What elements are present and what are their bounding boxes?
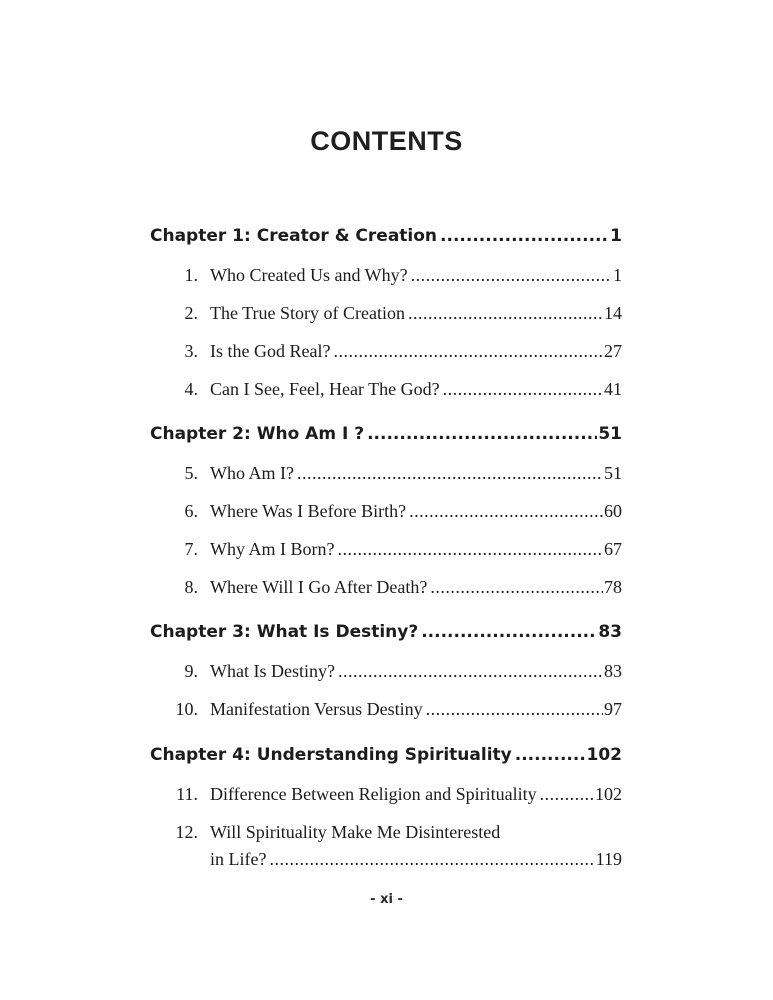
entry-page-number: 83 — [604, 661, 622, 681]
dot-leader — [297, 463, 603, 484]
entry-number: 1. — [184, 265, 198, 285]
toc-entry-2[interactable] — [170, 303, 622, 324]
entry-title: The True Story of Creation — [210, 303, 405, 323]
entry-page-number: 102 — [595, 784, 622, 804]
toc-entry-10[interactable] — [170, 699, 622, 720]
entry-number: 11. — [176, 784, 198, 804]
entry-page-number: 51 — [604, 463, 622, 483]
entry-page-number: 78 — [604, 577, 622, 597]
chapter-page-number: 1 — [610, 226, 622, 246]
dot-leader — [515, 745, 586, 765]
entry-number: 3. — [184, 341, 198, 361]
entry-number: 4. — [184, 379, 198, 399]
toc-entry-3[interactable] — [170, 341, 622, 362]
chapter-page-number: 51 — [598, 424, 622, 444]
entry-page-number: 119 — [595, 849, 622, 869]
entry-title: Manifestation Versus Destiny — [210, 699, 423, 719]
toc-entry-11[interactable] — [170, 784, 622, 805]
entry-first-line — [170, 822, 622, 843]
dot-leader — [430, 577, 603, 598]
dot-leader — [269, 849, 594, 870]
entry-page-number: 60 — [604, 501, 622, 521]
entry-page-number: 41 — [604, 379, 622, 399]
dot-leader — [440, 226, 609, 246]
toc-entry-6[interactable] — [170, 501, 622, 522]
toc-entry-4[interactable] — [170, 379, 622, 400]
entry-number: 8. — [184, 577, 198, 597]
entry-title: Why Am I Born? — [210, 539, 335, 559]
toc-chapter-4[interactable] — [150, 745, 622, 765]
dot-leader — [409, 501, 603, 522]
entry-number: 10. — [175, 699, 198, 719]
entry-second-line — [170, 849, 622, 870]
dot-leader — [443, 379, 603, 400]
entry-title: Who Created Us and Why? — [210, 265, 408, 285]
entry-title-continued: in Life? — [210, 849, 267, 869]
entry-number: 2. — [184, 303, 198, 323]
entry-page-number: 27 — [604, 341, 622, 361]
chapter-title: Chapter 1: Creator & Creation — [150, 226, 438, 246]
chapter-title: Chapter 4: Understanding Spirituality — [150, 745, 512, 765]
entry-page-number: 67 — [604, 539, 622, 559]
toc-entry-12[interactable] — [170, 822, 622, 870]
entry-number: 6. — [184, 501, 198, 521]
entry-title: Where Was I Before Birth? — [210, 501, 407, 521]
dot-leader — [337, 539, 603, 560]
entry-title: What Is Destiny? — [210, 661, 335, 681]
chapter-page-number: 83 — [598, 622, 622, 642]
dot-leader — [421, 622, 597, 642]
chapter-title: Chapter 2: Who Am I ? — [150, 424, 365, 444]
page-folio: - xi - — [370, 892, 403, 907]
dot-leader — [333, 341, 603, 362]
entry-title: Can I See, Feel, Hear The God? — [210, 379, 440, 399]
entry-title: Where Will I Go After Death? — [210, 577, 428, 597]
entry-title: Who Am I? — [210, 463, 294, 483]
dot-leader — [338, 661, 603, 682]
dot-leader — [408, 303, 603, 324]
toc-entry-1[interactable] — [170, 265, 622, 286]
toc-entry-8[interactable] — [170, 577, 622, 598]
entry-number: 9. — [184, 661, 198, 681]
toc-entry-7[interactable] — [170, 539, 622, 560]
entry-page-number: 1 — [613, 265, 622, 285]
toc-chapter-3[interactable] — [150, 622, 622, 642]
dot-leader — [367, 424, 597, 444]
toc-entry-9[interactable] — [170, 661, 622, 682]
dot-leader — [411, 265, 612, 286]
entry-title: Is the God Real? — [210, 341, 331, 361]
entry-number: 12. — [175, 822, 198, 842]
entry-number: 5. — [184, 463, 198, 483]
toc-chapter-1[interactable] — [150, 226, 622, 246]
toc-chapter-2[interactable] — [150, 424, 622, 444]
entry-title: Difference Between Religion and Spirituality — [210, 784, 537, 804]
page-title: CONTENTS — [310, 126, 463, 156]
chapter-page-number: 102 — [586, 745, 622, 765]
dot-leader — [540, 784, 594, 805]
chapter-title: Chapter 3: What Is Destiny? — [150, 622, 419, 642]
entry-title: Will Spirituality Make Me Disinterested — [210, 822, 501, 842]
toc-entry-5[interactable] — [170, 463, 622, 484]
entry-number: 7. — [184, 539, 198, 559]
entry-page-number: 97 — [604, 699, 622, 719]
entry-page-number: 14 — [604, 303, 622, 323]
dot-leader — [426, 699, 603, 720]
